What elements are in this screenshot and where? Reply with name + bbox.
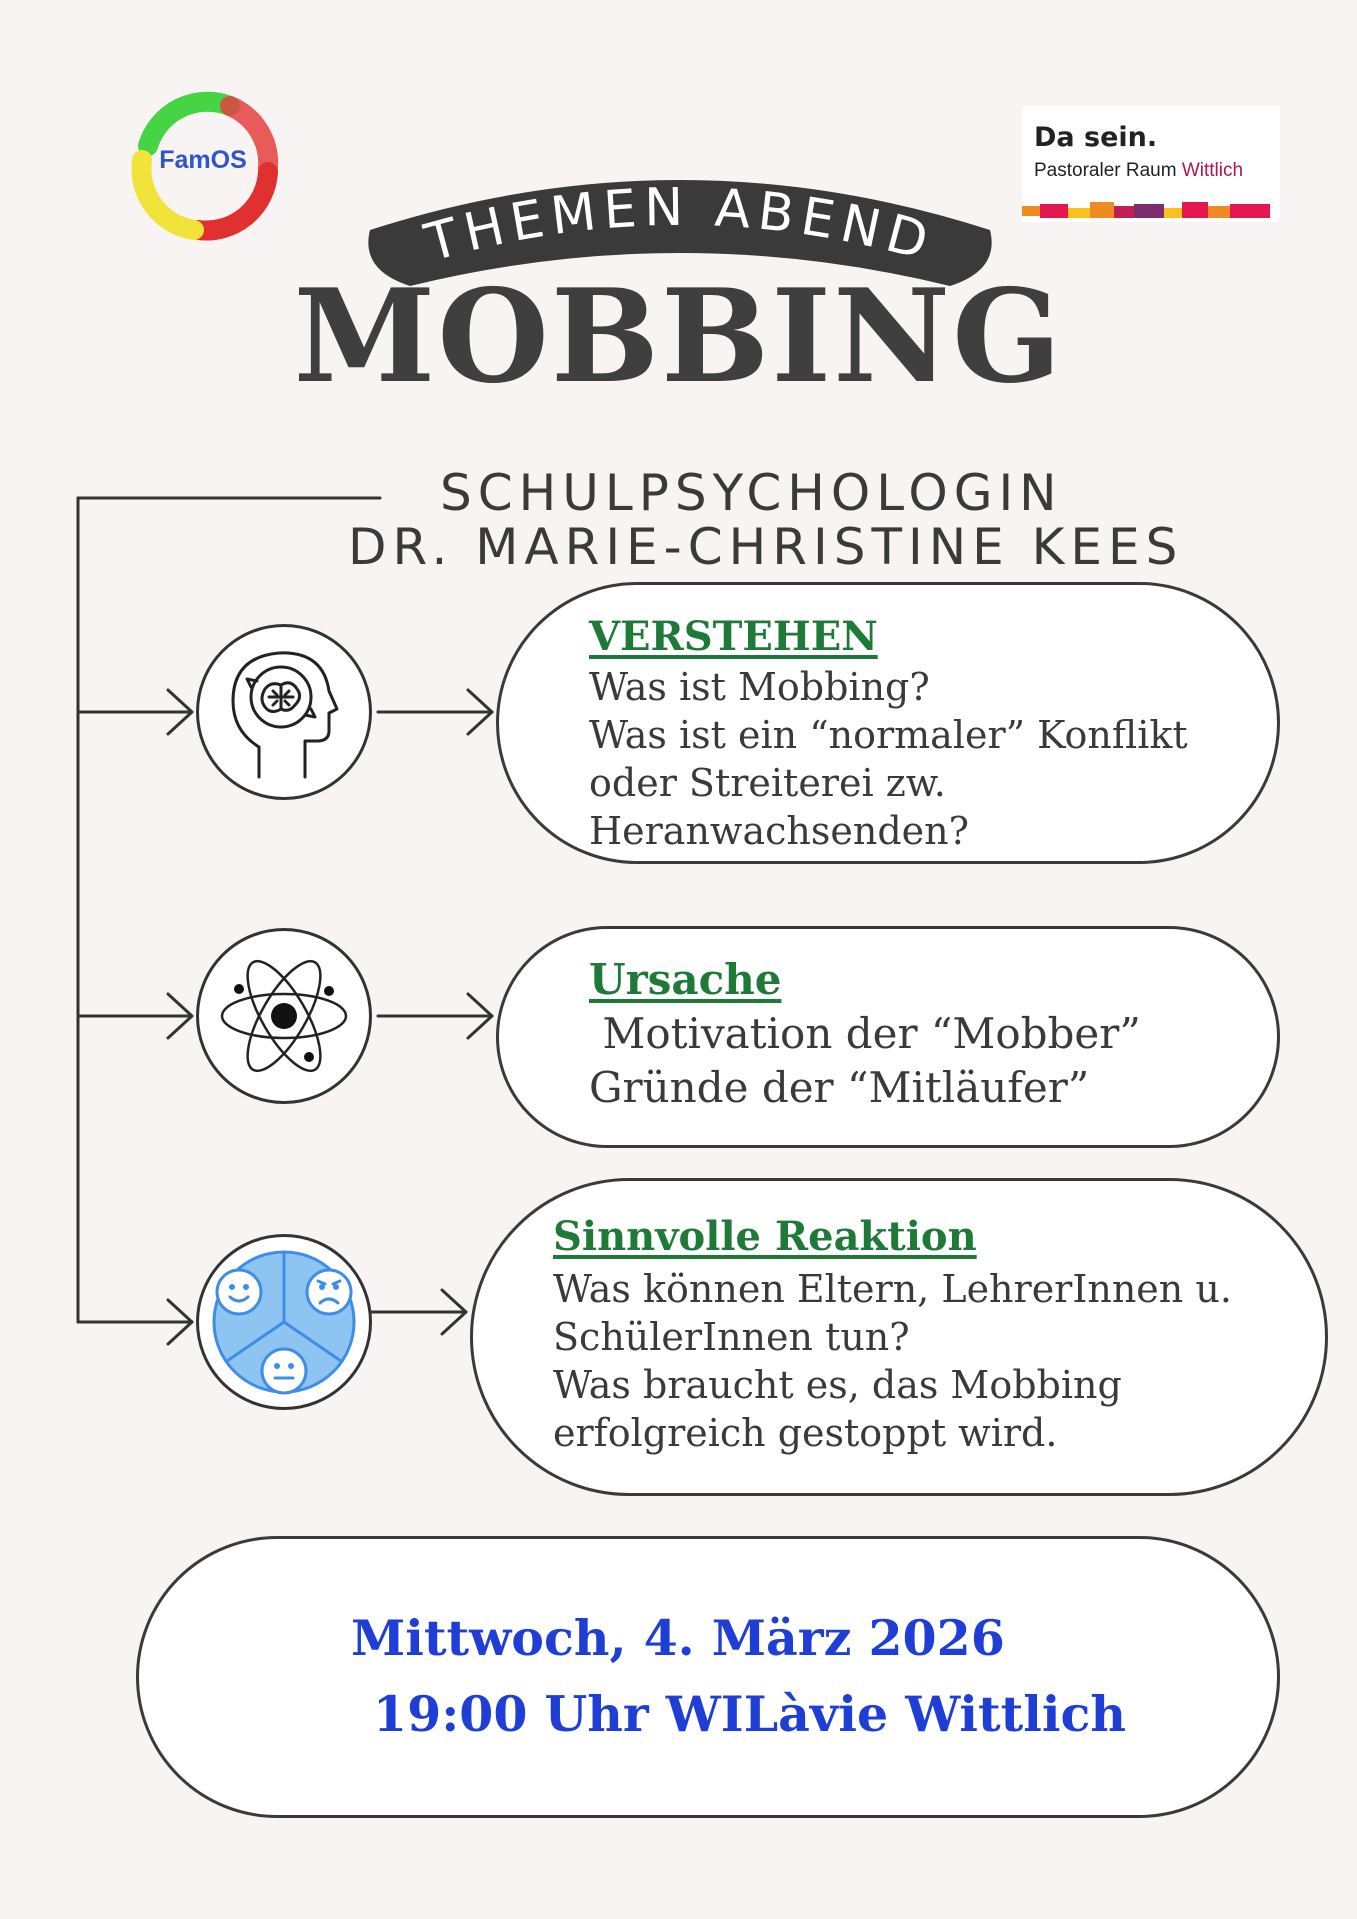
banner-text: THEMEN ABEND (419, 177, 941, 274)
famos-logo-text: FamOS (159, 146, 247, 174)
color-bar-icon (1022, 200, 1270, 222)
famos-logo (118, 88, 288, 248)
head-brain-icon (199, 627, 369, 797)
speaker-role: SCHULPSYCHOLOGIN (440, 464, 1063, 522)
event-time-place: 19:00 Uhr WILàvie Wittlich (373, 1685, 1126, 1743)
section-icon-verstehen (196, 624, 372, 800)
section-heading: Sinnvolle Reaktion (553, 1213, 977, 1260)
section-line: oder Streiterei zw. (589, 761, 946, 805)
section-line: Gründe der “Mitläufer” (589, 1063, 1090, 1112)
page-title: MOBBING (293, 262, 1064, 412)
section-heading: Ursache (589, 955, 782, 1004)
section-line: Motivation der “Mobber” (589, 1009, 1141, 1058)
dasein-title: Da sein. (1034, 122, 1158, 153)
speaker-name: DR. MARIE-CHRISTINE KEES (348, 518, 1184, 576)
dasein-logo (1022, 106, 1280, 222)
section-icon-ursache (196, 928, 372, 1104)
section-line: Heranwachsenden? (589, 809, 969, 853)
section-card-ursache (496, 926, 1280, 1148)
section-line: Was können Eltern, LehrerInnen u. (553, 1267, 1232, 1311)
dasein-subtitle-plain: Pastoraler Raum (1034, 160, 1182, 181)
event-date: Mittwoch, 4. März 2026 (351, 1609, 1005, 1667)
section-card-verstehen (496, 582, 1280, 864)
dasein-subtitle-accent: Wittlich (1181, 160, 1244, 181)
section-line: SchülerInnen tun? (553, 1315, 910, 1359)
section-line: Was ist ein “normaler” Konflikt (589, 713, 1188, 757)
section-heading: VERSTEHEN (589, 613, 878, 660)
section-line: erfolgreich gestoppt wird. (553, 1411, 1058, 1455)
atom-icon (199, 931, 369, 1101)
dasein-subtitle (1034, 160, 1243, 182)
emotions-icon (199, 1237, 369, 1407)
section-line: Was ist Mobbing? (589, 665, 930, 709)
section-icon-reaktion (196, 1234, 372, 1410)
event-date-card (136, 1536, 1280, 1818)
section-line: Was braucht es, das Mobbing (553, 1363, 1122, 1407)
section-card-reaktion (470, 1178, 1328, 1496)
